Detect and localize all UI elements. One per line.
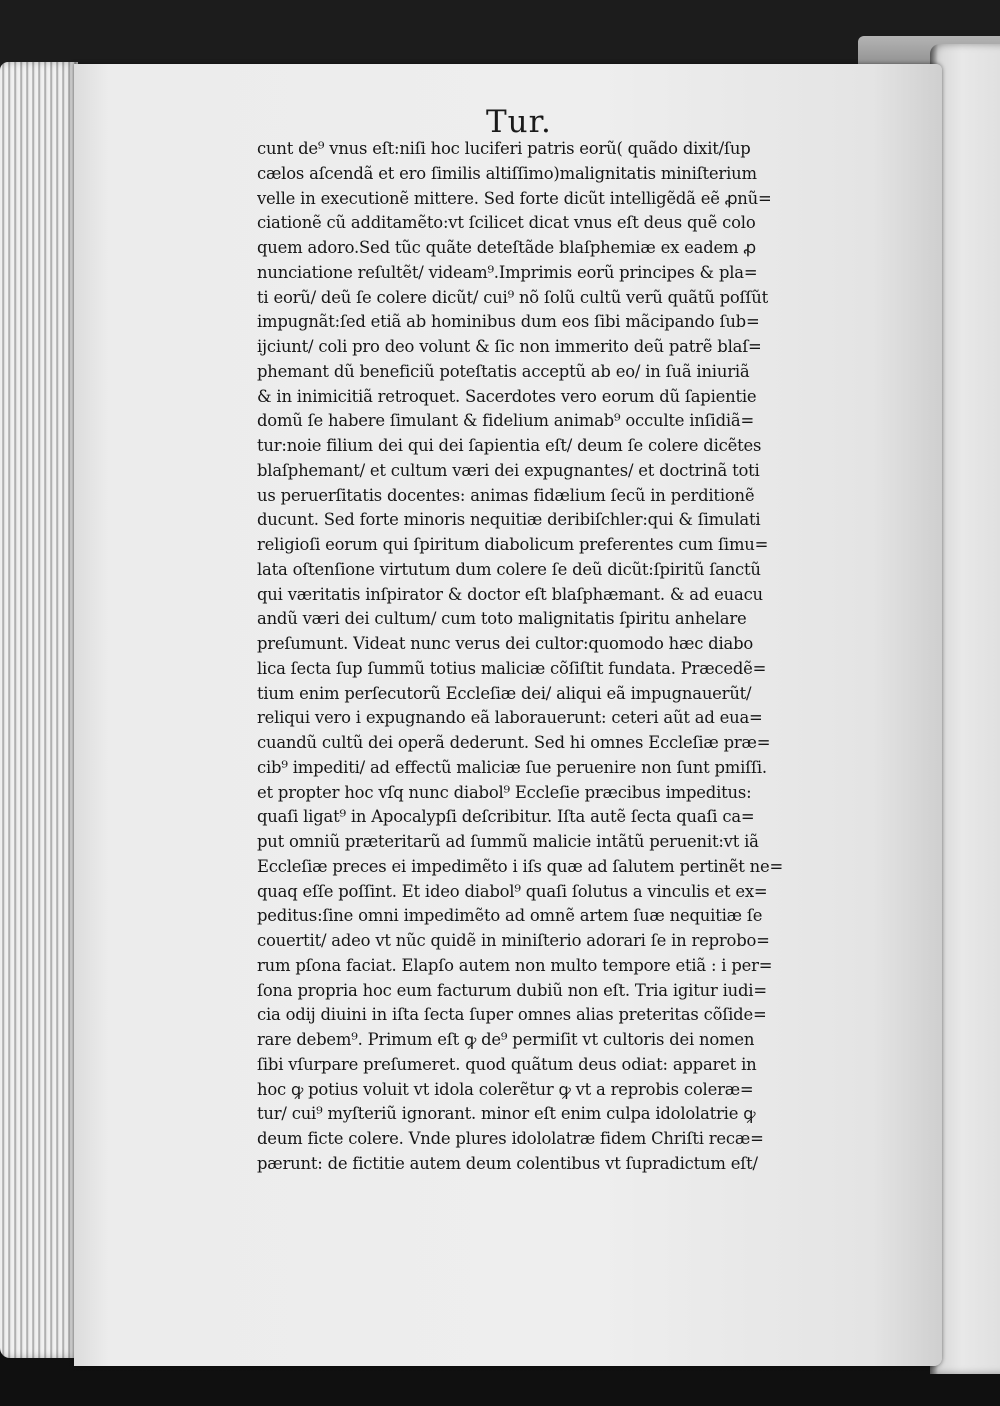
text-line: us peruerſitatis docentes: animas fidælium ſecũ in perditionẽ: [257, 485, 755, 505]
text-line: ciationẽ cũ additamẽto:vt ſcilicet dicat vnus eſt deus quẽ colo: [257, 213, 756, 233]
text-line: preſumunt. Videat nunc verus dei cultor:quomodo hæc diabo: [257, 634, 754, 653]
text-line: et propter hoc vſq nunc diabol⁹ Eccleſie præcibus impeditus:: [257, 782, 752, 802]
text-line: ſibi vſurpare preſumeret. quod quãtum deus odiat: apparet in: [257, 1054, 757, 1074]
text-line: lata oſtenſione virtutum dum colere ſe deũ dicũt:ſpiritũ ſanctũ: [257, 559, 761, 579]
text-line: ijciunt/ coli pro deo volunt & ſic non immerito deũ patrẽ blaſ=: [257, 337, 762, 356]
text-line: blaſphemant/ et cultum væri dei expugnantes/ et doctrinã toti: [257, 460, 760, 480]
text-line: tur:noie filium dei qui dei ſapientia eſt/ deum ſe colere dicẽtes: [257, 436, 762, 455]
text-line: cunt de⁹ vnus eſt:niſi hoc luciferi patris eorũ( quãdo dixit/ſup: [257, 139, 751, 158]
text-line: quaq eſſe poſſint. Et ideo diabol⁹ quaſi ſolutus a vinculis et ex=: [257, 881, 768, 901]
text-line: & in inimicitiã retroquet. Sacerdotes vero eorum dũ ſapientie: [257, 386, 757, 406]
running-head: Tur.: [486, 104, 552, 140]
text-line: put omniũ præteritarũ ad ſummũ malicie intãtũ peruenit:vt iã: [257, 832, 759, 851]
text-line: ti eorũ/ deũ ſe colere dicũt/ cui⁹ nõ ſolũ cultũ verũ quãtũ poſſũt: [257, 287, 769, 307]
text-line: rum pſona faciat. Elapſo autem non multo tempore etiã : i per=: [257, 955, 773, 975]
text-line: velle in executionẽ mittere. Sed forte dicũt intelligẽdã eẽ ꝓnũ=: [257, 188, 772, 208]
text-line: ducunt. Sed forte minoris nequitiæ deribiſchler:qui & ſimulati: [257, 510, 761, 530]
text-line: nunciatione reſultẽt/ videam⁹.Imprimis eorũ principes & pla=: [257, 262, 758, 282]
text-line: qui væritatis inſpirator & doctor eſt blaſphæmant. & ad euacu: [257, 584, 763, 604]
text-line: pærunt: de fictitie autem deum colentibus vt ſupradictum eſt/: [257, 1153, 758, 1173]
text-line: lica ſecta ſup ſummũ totius maliciæ cõſiſtit fundata. Præcedẽ=: [257, 658, 767, 678]
left-page-edges: [0, 62, 78, 1358]
text-line: impugnãt:ſed etiã ab hominibus dum eos ſibi mãcipando ſub=: [257, 312, 760, 332]
text-line: cuandũ cultũ dei operã dederunt. Sed hi omnes Eccleſiæ præ=: [257, 733, 771, 752]
text-block: [257, 137, 897, 1177]
text-line: deum ficte colere. Vnde plures idololatræ fidem Chriſti recæ=: [257, 1129, 764, 1148]
text-line: tur/ cui⁹ myſteriũ ignorant. minor eſt enim culpa idololatrie ꝙ: [257, 1104, 756, 1124]
text-line: peditus:ſine omni impedimẽto ad omnẽ artem ſuæ nequitiæ ſe: [257, 906, 763, 926]
text-line: quaſi ligat⁹ in Apocalypſi deſcribitur. Iſta autẽ ſecta quaſi ca=: [257, 807, 755, 827]
text-line: religioſi eorum qui ſpiritum diabolicum preferentes cum ſimu=: [257, 535, 769, 554]
text-line: tium enim perſecutorũ Eccleſiæ dei/ aliqui eã impugnauerũt/: [257, 683, 752, 703]
text-line: ſona propria hoc eum facturum dubiũ non eſt. Tria igitur iudi=: [257, 980, 767, 1000]
text-line: reliqui vero i expugnando eã laborauerunt: ceteri aũt ad eua=: [257, 708, 763, 728]
text-line: cælos aſcendã et ero ſimilis altiſſimo)malignitatis miniſterium: [257, 163, 757, 183]
text-line: cib⁹ impediti/ ad effectũ maliciæ ſue peruenire non ſunt pmiſſi.: [257, 757, 767, 777]
text-line: rare debem⁹. Primum eſt ꝙ de⁹ permiſit vt cultoris dei nomen: [257, 1030, 755, 1049]
text-line: andũ væri dei cultum/ cum toto malignitatis ſpiritu anhelare: [257, 609, 747, 629]
text-line: Eccleſiæ preces ei impedimẽto i iſs quæ ad ſalutem pertinẽt ne=: [257, 856, 783, 876]
text-line: quem adoro.Sed tũc quãte deteſtãde blaſphemiæ ex eadem ꝓ: [257, 238, 756, 257]
text-line: couertit/ adeo vt nũc quidẽ in miniſterio adorari ſe in reprobo=: [257, 931, 770, 950]
text-line: phemant dũ beneficiũ poteſtatis acceptũ ab eo/ in ſuã iniuriã: [257, 361, 750, 381]
text-line: hoc ꝙ potius voluit vt idola colerẽtur ꝙ vt a reprobis coleræ=: [257, 1079, 754, 1099]
text-line: cia odij diuini in iſta ſecta ſuper omnes alias preteritas cõſide=: [257, 1005, 767, 1025]
text-line: domũ ſe habere ſimulant & fidelium animab⁹ occulte inſidiã=: [257, 411, 755, 431]
